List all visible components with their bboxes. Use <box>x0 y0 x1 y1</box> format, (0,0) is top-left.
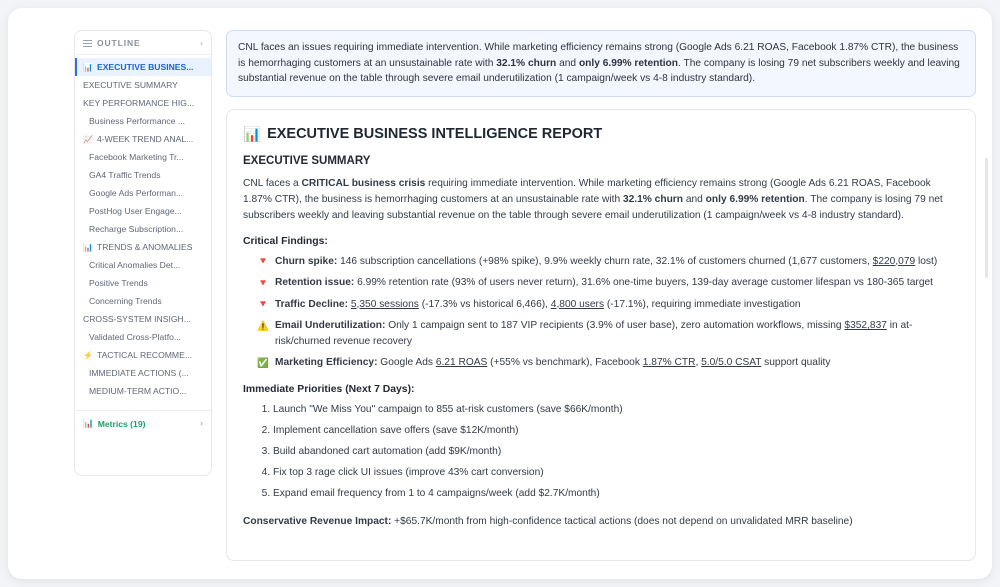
sidebar-item-label: Recharge Subscription... <box>89 223 184 234</box>
sidebar-item-icon: 📊 <box>83 62 93 72</box>
text-run: Google Ads <box>377 357 436 368</box>
scrollbar[interactable] <box>985 158 988 278</box>
report-icon: 📊 <box>243 126 262 143</box>
outline-item-list <box>75 55 211 404</box>
metrics-label: Metrics (19) <box>97 418 146 429</box>
executive-summary-heading: EXECUTIVE SUMMARY <box>243 154 371 167</box>
text-run: . The company is losing 79 net subscribers weekly and leaving substantial revenue on the table through severe email underutilization (1 campaign/week vs 4-8 industry standard). <box>243 193 943 221</box>
sidebar-item-label: EXECUTIVE BUSINES... <box>96 61 194 72</box>
sidebar-item[interactable] <box>75 58 211 76</box>
sidebar-item[interactable] <box>75 148 211 166</box>
finding-status-icon: 🔻 <box>257 299 269 310</box>
sidebar-item-label: CROSS-SYSTEM INSIGH... <box>83 313 191 324</box>
executive-summary-paragraph <box>243 176 959 224</box>
finding-item <box>257 297 959 313</box>
underlined-metric: $352,837 <box>844 320 887 331</box>
sidebar-item[interactable] <box>75 166 211 184</box>
sidebar-item-label: Google Ads Performan... <box>89 187 184 198</box>
emphasis-text: Churn spike: <box>275 255 338 267</box>
summary-callout <box>226 30 976 97</box>
text-run: requiring immediate intervention. While marketing efficiency remains strong (Google Ads 6.21 ROAS, Facebook 1.87% CTR), the business is hemorrhaging customers at an unsustainable rate with <box>243 177 931 205</box>
metrics-label-group <box>83 418 145 429</box>
sidebar-item[interactable] <box>75 76 211 94</box>
sidebar-item-label: EXECUTIVE SUMMARY <box>83 79 178 90</box>
sidebar-item[interactable] <box>75 130 211 148</box>
sidebar-item-label: IMMEDIATE ACTIONS (... <box>89 367 189 378</box>
metrics-section[interactable] <box>75 410 211 436</box>
underlined-metric: 5.0/5.0 CSAT <box>701 357 762 368</box>
sidebar-item-label: TRENDS & ANOMALIES <box>96 241 193 252</box>
sidebar-item[interactable] <box>75 274 211 292</box>
underlined-metric: 5,350 sessions <box>350 298 419 310</box>
priority-item: 1. Launch "We Miss You" campaign to 855 at-risk customers (save $66K/month) <box>273 402 959 417</box>
sidebar-item[interactable] <box>75 292 211 310</box>
text-run: lost) <box>915 255 938 267</box>
emphasis-text: Retention issue: <box>275 277 355 288</box>
text-run: CNL faces an issues requiring immediate intervention. While marketing efficiency remains strong (Google Ads 6.21 ROAS, Facebook 1.87% CTR), the business is hemorrhaging customers at an unsustainable rate with <box>238 42 959 69</box>
outline-sidebar <box>74 30 212 476</box>
emphasis-text: CRITICAL business crisis <box>301 177 426 189</box>
emphasis-text: Conservative Revenue Impact: <box>243 515 392 527</box>
text-run: +$65.7K/month from high-confidence tactical actions (does not depend on unvalidated MRR baseline) <box>391 515 853 527</box>
report-title-text: EXECUTIVE BUSINESS INTELLIGENCE REPORT <box>267 126 603 142</box>
priority-item: 4. Fix top 3 rage click UI issues (improve 43% cart conversion) <box>273 465 959 480</box>
text-run: in at-risk/churned revenue recovery <box>275 320 913 347</box>
finding-item <box>257 355 959 371</box>
emphasis-text: 32.1% churn <box>622 193 683 205</box>
text-run: Only 1 campaign sent to 187 VIP recipients (3.9% of user base), zero automation workflows, missing <box>385 320 845 331</box>
sidebar-item-label: Facebook Marketing Tr... <box>89 151 184 162</box>
main-column <box>226 30 982 579</box>
sidebar-item[interactable] <box>75 328 211 346</box>
text-run: (+55% vs benchmark), Facebook <box>487 357 643 368</box>
text-run: . The company is losing 79 net subscribers weekly and leaving substantial revenue on the table through severe email underutilization (1 campaign/week vs 4-8 industry standard). <box>238 57 960 84</box>
outline-title: OUTLINE <box>97 38 141 48</box>
underlined-metric: 1.87% CTR <box>642 357 696 368</box>
text-run: (-17.3% vs historical 6,466), <box>418 298 551 310</box>
emphasis-text: Traffic Decline: <box>275 298 349 310</box>
outline-header-left <box>83 38 141 48</box>
underlined-metric: $220,079 <box>872 255 916 267</box>
sidebar-item[interactable] <box>75 310 211 328</box>
chevron-left-icon[interactable]: ‹ <box>200 37 203 48</box>
sidebar-item-label: Critical Anomalies Det... <box>89 259 181 270</box>
sidebar-item-label: GA4 Traffic Trends <box>89 169 161 180</box>
sidebar-item-label: TACTICAL RECOMME... <box>96 349 192 360</box>
sidebar-item-label: Business Performance ... <box>89 115 186 126</box>
sidebar-item-label: Concerning Trends <box>89 295 162 306</box>
sidebar-item[interactable] <box>75 94 211 112</box>
sidebar-item-label: PostHog User Engage... <box>89 205 182 216</box>
app-card <box>8 8 992 579</box>
finding-item <box>257 275 959 291</box>
text-run: (-17.1%), requiring immediate investigation <box>604 298 801 310</box>
text-run: support quality <box>761 357 831 368</box>
sidebar-item[interactable] <box>75 184 211 202</box>
sidebar-item[interactable] <box>75 256 211 274</box>
finding-status-icon: ✅ <box>257 357 269 369</box>
priority-item: 3. Build abandoned cart automation (add $9K/month) <box>273 444 959 459</box>
underlined-metric: 4,800 users <box>550 298 605 310</box>
sidebar-item-label: MEDIUM-TERM ACTIO... <box>89 385 187 396</box>
priority-item: 2. Implement cancellation save offers (save $12K/month) <box>273 423 959 438</box>
content-area <box>74 30 982 579</box>
sidebar-item-label: KEY PERFORMANCE HIG... <box>83 97 195 108</box>
sidebar-item-label: Positive Trends <box>89 277 148 288</box>
report-document <box>226 109 976 561</box>
emphasis-text: 32.1% churn <box>496 57 557 69</box>
finding-status-icon: 🔻 <box>257 277 269 289</box>
finding-item <box>257 254 959 270</box>
sidebar-item[interactable] <box>75 382 211 400</box>
emphasis-text: Email Underutilization: <box>275 320 386 331</box>
finding-status-icon: ⚠️ <box>257 320 269 332</box>
sidebar-item-icon: 📈 <box>83 134 93 144</box>
outline-header <box>75 31 211 55</box>
metrics-icon: 📊 <box>83 418 94 428</box>
finding-status-icon: 🔻 <box>257 256 269 267</box>
text-run: , <box>695 357 702 368</box>
critical-findings-list <box>243 254 959 371</box>
sidebar-item[interactable] <box>75 220 211 238</box>
emphasis-text: only 6.99% retention <box>578 57 679 69</box>
text-run: 6.99% retention rate (93% of users never return), 31.6% one-time buyers, 139-day average customer lifespan vs 180-365 target <box>354 277 933 288</box>
page-title <box>243 126 959 143</box>
text-run: CNL faces a <box>243 177 302 189</box>
sidebar-item-label: Validated Cross-Platfo... <box>89 331 182 342</box>
sidebar-item[interactable] <box>75 364 211 382</box>
hamburger-icon[interactable] <box>83 40 92 47</box>
chevron-right-icon[interactable]: › <box>200 418 203 428</box>
sidebar-item[interactable] <box>75 238 211 256</box>
text-run: 146 subscription cancellations (+98% spike), 9.9% weekly churn rate, 32.1% of customers churned (1,677 customers, <box>337 255 873 267</box>
sidebar-item-label: 4-WEEK TREND ANAL... <box>96 133 194 144</box>
text-run: and <box>683 193 706 205</box>
immediate-priorities-list <box>243 402 959 501</box>
sidebar-item[interactable] <box>75 112 211 130</box>
emphasis-text: only 6.99% retention <box>705 193 805 205</box>
sidebar-item[interactable] <box>75 202 211 220</box>
sidebar-item-icon: 📊 <box>83 242 93 252</box>
revenue-impact-line <box>243 514 959 530</box>
finding-item <box>257 318 959 349</box>
sidebar-item[interactable] <box>75 346 211 364</box>
critical-findings-heading: Critical Findings: <box>243 235 328 247</box>
immediate-priorities-heading: Immediate Priorities (Next 7 Days): <box>243 383 415 395</box>
emphasis-text: Marketing Efficiency: <box>275 357 378 368</box>
sidebar-item-icon: ⚡ <box>83 350 93 360</box>
priority-item: 5. Expand email frequency from 1 to 4 campaigns/week (add $2.7K/month) <box>273 486 959 501</box>
text-run: and <box>556 57 579 69</box>
underlined-metric: 6.21 ROAS <box>435 357 488 368</box>
